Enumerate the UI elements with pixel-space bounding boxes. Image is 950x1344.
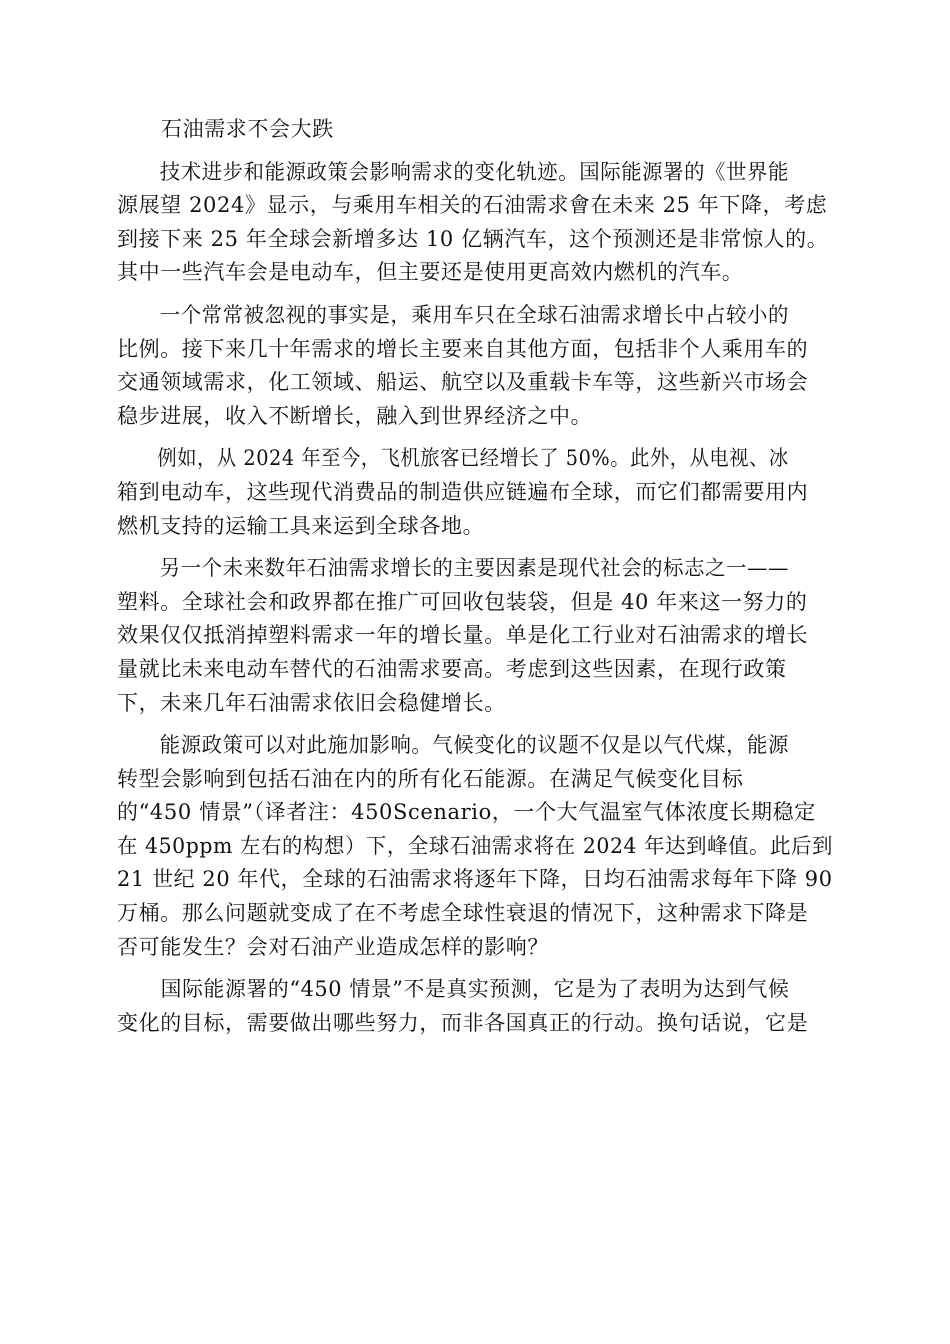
paragraph [117, 156, 833, 290]
text-line: 燃机支持的运输工具来运到全球各地。 [117, 513, 485, 538]
article-body [117, 113, 833, 1049]
text-line: 的“450 情景”（译者注：450Scenario，一个大气温室气体浓度长期稳定 [117, 800, 816, 825]
text-line: 量就比未来电动车替代的石油需求要高。考虑到这些因素，在现行政策 [117, 656, 787, 681]
text-line: 源展望 2024》显示，与乘用车相关的石油需求會在未来 25 年下降，考虑 [117, 193, 828, 218]
paragraph [117, 729, 833, 964]
text-line: 交通领域需求，化工领域、船运、航空以及重载卡车等，这些新兴市场会 [117, 370, 809, 395]
text-line: 变化的目标，需要做出哪些努力，而非各国真正的行动。换句话说，它是 [117, 1010, 809, 1035]
text-line: 其中一些汽车会是电动车，但主要还是使用更高效内燃机的汽车。 [117, 260, 744, 285]
text-line: 国际能源署的“450 情景”不是真实预测，它是为了表明为达到气候 [160, 977, 790, 1002]
text-line: 在 450ppm 左右的构想）下，全球石油需求将在 2024 年达到峰值。此后到 [117, 833, 834, 858]
text-line: 例如，从 2024 年至今，飞机旅客已经增长了 50%。此外，从电视、冰 [157, 446, 789, 471]
paragraph [117, 442, 833, 543]
text-line: 到接下来 25 年全球会新增多达 10 亿辆汽车，这个预测还是非常惊人的。 [117, 226, 829, 251]
text-line: 21 世纪 20 年代，全球的石油需求将逐年下降，日均石油需求每年下降 90 [117, 867, 833, 892]
text-line: 转型会影响到包括石油在内的所有化石能源。在满足气候变化目标 [117, 766, 744, 791]
text-line: 箱到电动车，这些现代消费品的制造供应链遍布全球，而它们都需要用内 [117, 479, 809, 504]
section-heading: 石油需求不会大跌 [161, 117, 334, 141]
text-line: 稳步进展，收入不断增长，融入到世界经济之中。 [117, 403, 593, 428]
text-line: 技术进步和能源政策会影响需求的变化轨迹。国际能源署的《世界能 [159, 159, 790, 184]
text-line: 万桶。那么问题就变成了在不考虑全球性衰退的情况下，这种需求下降是 [117, 901, 809, 926]
paragraph [117, 552, 833, 720]
text-line: 下，未来几年石油需求依旧会稳健增长。 [117, 690, 506, 715]
text-line: 效果仅仅抵消掉塑料需求一年的增长量。单是化工行业对石油需求的增长 [117, 623, 809, 648]
text-line: 一个常常被忽视的事实是，乘用车只在全球石油需求增长中占较小的 [159, 302, 790, 327]
text-line: 比例。接下来几十年需求的增长主要来自其他方面，包括非个人乘用车的 [117, 336, 809, 361]
paragraph-list [117, 156, 833, 1041]
paragraph [117, 299, 833, 433]
text-line: 能源政策可以对此施加影响。气候变化的议题不仅是以气代煤，能源 [159, 733, 790, 758]
text-line: 塑料。全球社会和政界都在推广可回收包装袋，但是 40 年来这一努力的 [117, 589, 808, 614]
text-line: 否可能发生？会对石油产业造成怎样的影响？ [117, 934, 549, 959]
paragraph [117, 973, 833, 1040]
text-line: 另一个未来数年石油需求增长的主要因素是现代社会的标志之一—— [159, 556, 790, 581]
